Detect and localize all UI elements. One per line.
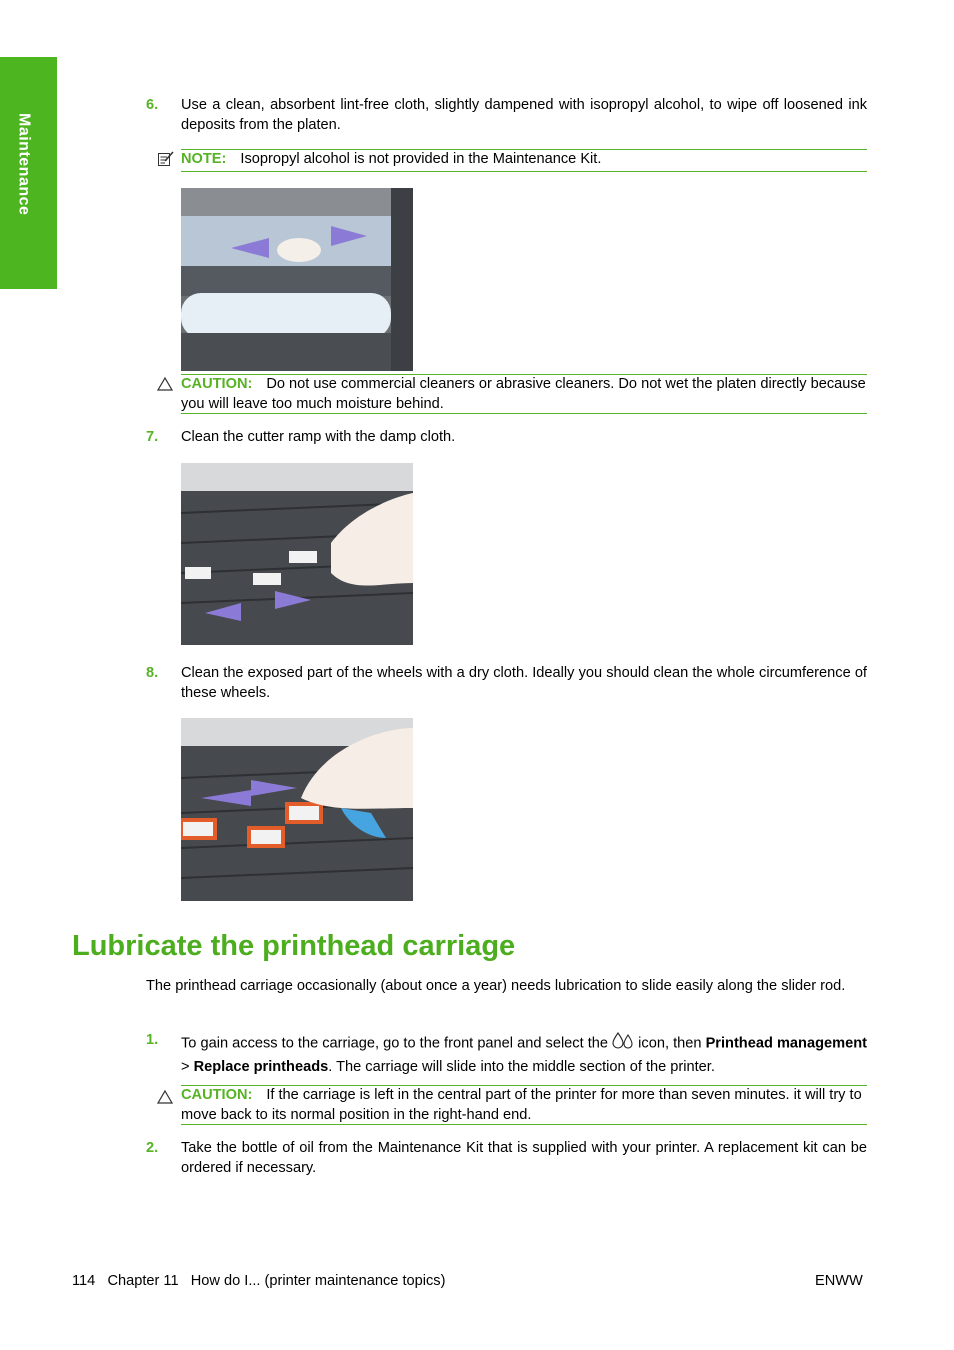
- page-number: 114: [72, 1273, 96, 1289]
- ink-drops-icon: [612, 1031, 634, 1056]
- note-label: NOTE:: [181, 151, 227, 167]
- caution-box: [181, 1085, 867, 1125]
- chapter-label: Chapter 11: [107, 1273, 179, 1289]
- step-text-part: To gain access to the carriage, go to the front panel and select the: [181, 1035, 609, 1052]
- footer-right: ENWW: [815, 1273, 863, 1289]
- step-text-part: . The carriage will slide into the middle section of the printer.: [328, 1059, 715, 1075]
- caution-text: Do not use commercial cleaners or abrasive cleaners. Do not wet the platen directly because you will leave too much moisture behind.: [181, 376, 866, 412]
- caution-icon: [157, 376, 173, 399]
- step-number: 1.: [146, 1032, 159, 1048]
- caution-label: CAUTION:: [181, 376, 253, 392]
- step-text-part: icon, then: [638, 1035, 702, 1052]
- step-text: Clean the cutter ramp with the damp cloth.: [181, 429, 456, 445]
- step-number: 7.: [146, 429, 159, 445]
- menu-printhead-management: Printhead management: [705, 1035, 867, 1052]
- note-box: [181, 149, 867, 172]
- caution-label: CAUTION:: [181, 1087, 253, 1103]
- cutter-ramp-illustration: [181, 463, 413, 645]
- note-text: Isopropyl alcohol is not provided in the Maintenance Kit.: [240, 151, 602, 167]
- menu-replace-printheads: Replace printheads: [193, 1059, 329, 1075]
- menu-separator: >: [181, 1059, 190, 1075]
- caution-text: If the carriage is left in the central part of the printer for more than seven minutes. it will try to move back to its normal position in the right-hand end.: [181, 1087, 862, 1123]
- step-text: Take the bottle of oil from the Maintenance Kit that is supplied with your printer. A replacement kit can be ordered if necessary.: [181, 1140, 867, 1176]
- caution-icon: [157, 1089, 173, 1112]
- platen-cleaning-illustration: [181, 188, 413, 371]
- step-text: [181, 1031, 867, 1078]
- section-title: Lubricate the printhead carriage: [72, 930, 516, 962]
- step-text: Clean the exposed part of the wheels with a dry cloth. Ideally you should clean the whole circumference of these wheels.: [181, 665, 867, 701]
- caution-box: [181, 374, 867, 414]
- side-tab: [0, 57, 57, 289]
- intro-paragraph: The printhead carriage occasionally (about once a year) needs lubrication to slide easily along the slider rod.: [146, 978, 846, 994]
- step-number: 8.: [146, 665, 159, 681]
- footer-left: [72, 1272, 445, 1292]
- note-icon: [157, 150, 175, 175]
- side-tab-label: Maintenance: [15, 113, 33, 216]
- step-number: 6.: [146, 97, 159, 113]
- step-text: Use a clean, absorbent lint-free cloth, slightly dampened with isopropyl alcohol, to wipe off loosened ink deposits from the platen.: [181, 97, 867, 133]
- step-number: 2.: [146, 1140, 159, 1156]
- chapter-title: How do I... (printer maintenance topics): [190, 1273, 446, 1289]
- wheels-cleaning-illustration: [181, 718, 413, 901]
